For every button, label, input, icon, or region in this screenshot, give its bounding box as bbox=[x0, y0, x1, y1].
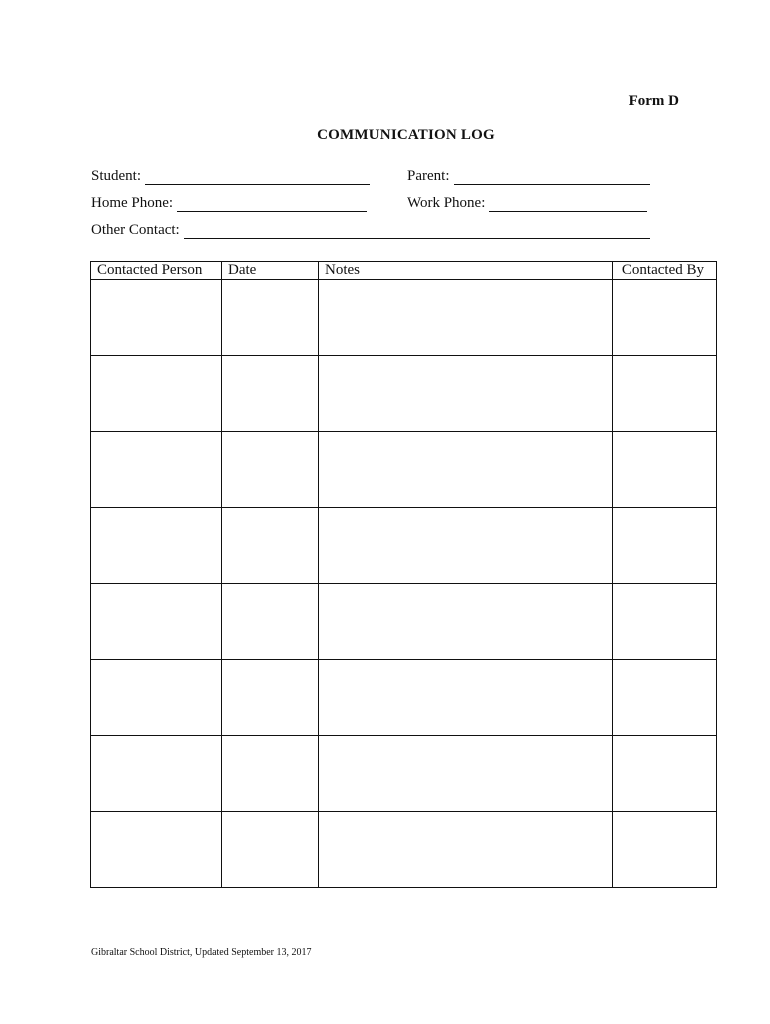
notes-cell[interactable] bbox=[319, 280, 613, 356]
contacted-by-cell[interactable] bbox=[613, 432, 717, 508]
work-phone-input-line[interactable] bbox=[489, 197, 647, 212]
column-header-date: Date bbox=[222, 262, 319, 280]
other-contact-input-line[interactable] bbox=[184, 224, 650, 239]
contacted-person-cell[interactable] bbox=[91, 584, 222, 660]
date-cell[interactable] bbox=[222, 432, 319, 508]
notes-cell[interactable] bbox=[319, 432, 613, 508]
contacted-by-cell[interactable] bbox=[613, 736, 717, 812]
table-row bbox=[91, 432, 717, 508]
page-title: COMMUNICATION LOG bbox=[317, 127, 495, 143]
contacted-person-cell[interactable] bbox=[91, 280, 222, 356]
parent-label: Parent: bbox=[407, 168, 450, 184]
notes-cell[interactable] bbox=[319, 356, 613, 432]
table-row bbox=[91, 812, 717, 888]
contacted-by-cell[interactable] bbox=[613, 812, 717, 888]
date-cell[interactable] bbox=[222, 812, 319, 888]
footer-note: Gibraltar School District, Updated September 13, 2017 bbox=[91, 947, 312, 958]
contacted-person-cell[interactable] bbox=[91, 812, 222, 888]
date-cell[interactable] bbox=[222, 584, 319, 660]
date-cell[interactable] bbox=[222, 660, 319, 736]
notes-cell[interactable] bbox=[319, 508, 613, 584]
contacted-by-cell[interactable] bbox=[613, 280, 717, 356]
work-phone-field[interactable] bbox=[407, 195, 647, 212]
table-body bbox=[91, 280, 717, 888]
contacted-person-cell[interactable] bbox=[91, 736, 222, 812]
contacted-by-cell[interactable] bbox=[613, 584, 717, 660]
other-contact-label: Other Contact: bbox=[91, 222, 180, 238]
contacted-by-cell[interactable] bbox=[613, 660, 717, 736]
notes-cell[interactable] bbox=[319, 660, 613, 736]
table-row bbox=[91, 736, 717, 812]
parent-input-line[interactable] bbox=[454, 170, 650, 185]
contacted-person-cell[interactable] bbox=[91, 356, 222, 432]
notes-cell[interactable] bbox=[319, 584, 613, 660]
contacted-person-cell[interactable] bbox=[91, 508, 222, 584]
date-cell[interactable] bbox=[222, 356, 319, 432]
date-cell[interactable] bbox=[222, 280, 319, 356]
communication-log-table bbox=[90, 261, 717, 888]
other-contact-field[interactable] bbox=[91, 222, 650, 239]
table-row bbox=[91, 660, 717, 736]
contacted-by-cell[interactable] bbox=[613, 356, 717, 432]
student-field[interactable] bbox=[91, 168, 370, 185]
column-header-contacted-by: Contacted By bbox=[613, 262, 717, 280]
date-cell[interactable] bbox=[222, 508, 319, 584]
column-header-contacted-person: Contacted Person bbox=[91, 262, 222, 280]
table-header-row bbox=[91, 262, 717, 280]
table-row bbox=[91, 356, 717, 432]
date-cell[interactable] bbox=[222, 736, 319, 812]
notes-cell[interactable] bbox=[319, 736, 613, 812]
table-row bbox=[91, 280, 717, 356]
column-header-notes: Notes bbox=[319, 262, 613, 280]
table-row bbox=[91, 508, 717, 584]
work-phone-label: Work Phone: bbox=[407, 195, 486, 211]
notes-cell[interactable] bbox=[319, 812, 613, 888]
contacted-person-cell[interactable] bbox=[91, 432, 222, 508]
student-label: Student: bbox=[91, 168, 142, 184]
student-input-line[interactable] bbox=[145, 170, 370, 185]
home-phone-label: Home Phone: bbox=[91, 195, 174, 211]
parent-field[interactable] bbox=[407, 168, 650, 185]
form-label: Form D bbox=[628, 93, 679, 109]
home-phone-input-line[interactable] bbox=[177, 197, 367, 212]
contacted-person-cell[interactable] bbox=[91, 660, 222, 736]
table-row bbox=[91, 584, 717, 660]
home-phone-field[interactable] bbox=[91, 195, 367, 212]
contacted-by-cell[interactable] bbox=[613, 508, 717, 584]
